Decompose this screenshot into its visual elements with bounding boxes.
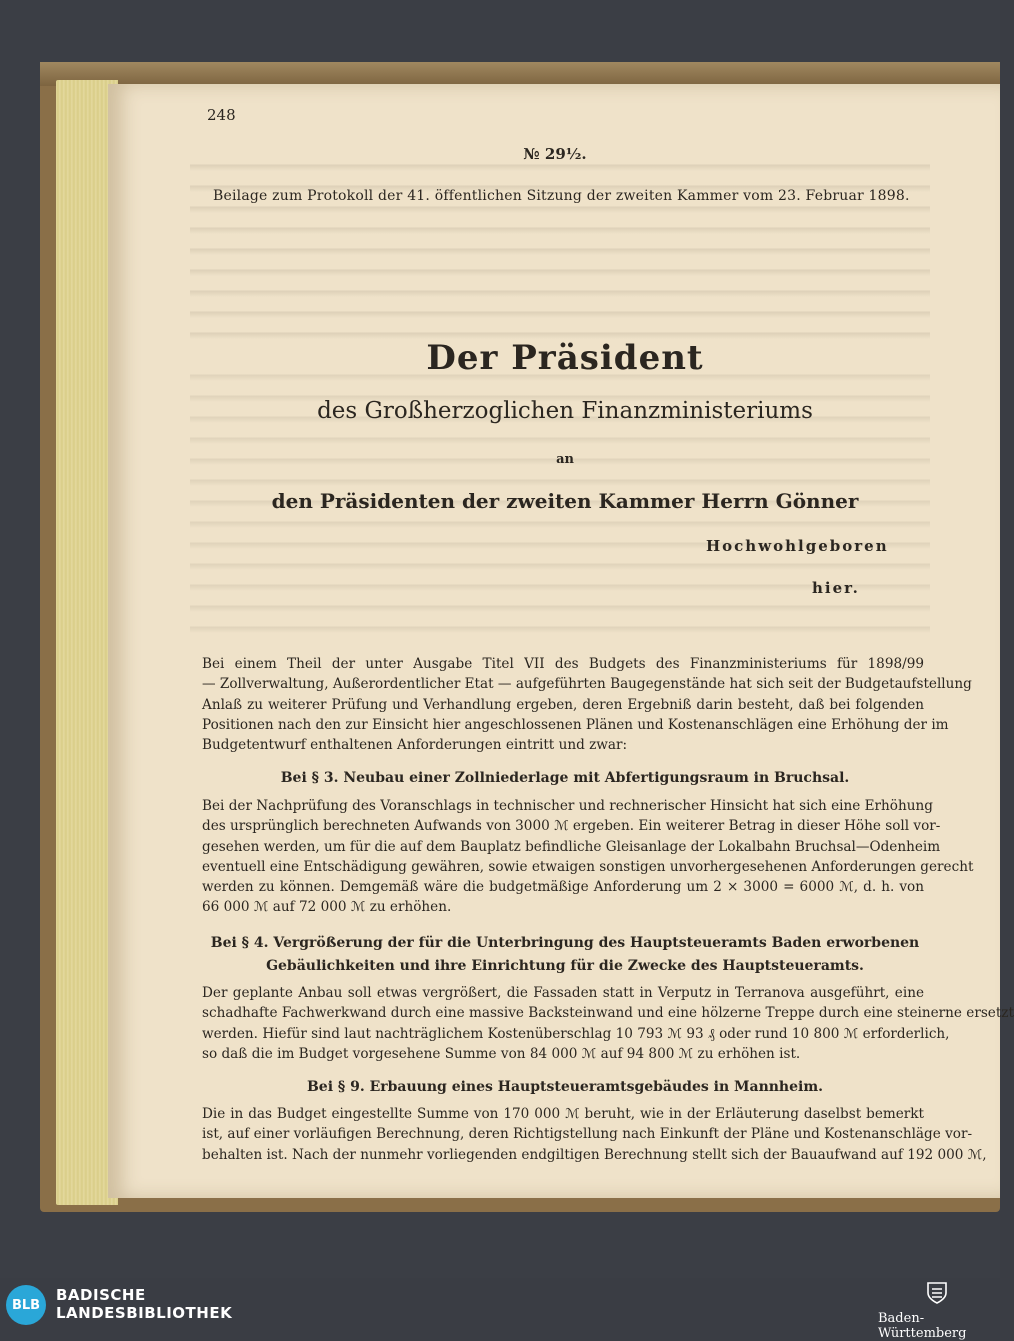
intro-line: Bei einem Theil der unter Ausgabe Titel VII des Budgets des Finanzministeriums für 1898/99 — [202, 656, 924, 672]
intro-line: Budgetentwurf enthaltenen Anforderungen eintritt und zwar: — [202, 737, 628, 754]
section-heading: Bei § 3. Neubau einer Zollniederlage mit Abfertigungsraum in Bruchsal. — [280, 770, 850, 786]
section-heading: Bei § 4. Vergrößerung der für die Unterbringung des Hauptsteueramts Baden erworbenen — [210, 935, 920, 951]
bleed-through-texture — [190, 150, 930, 350]
section-heading: Bei § 9. Erbauung eines Hauptsteueramtsgebäudes in Mannheim. — [306, 1079, 824, 1095]
section-line: Bei der Nachprüfung des Voranschlags in technischer und rechnerischer Hinsicht hat sich eine Erhöhung — [202, 798, 933, 814]
to-word: an — [556, 452, 574, 467]
document-number: № 29½. — [523, 145, 587, 163]
section-line: des ursprünglich berechneten Aufwands von 3000 ℳ ergeben. Ein weiterer Betrag in dieser Höhe soll vor- — [202, 818, 941, 835]
sender-ministry: des Großherzoglichen Finanzministeriums — [317, 398, 813, 424]
section-line: gesehen werden, um für die auf dem Bauplatz befindliche Gleisanlage der Lokalbahn Bruchsal—Odenheim — [202, 838, 941, 855]
section-line: behalten ist. Nach der nunmehr vorliegenden endgiltigen Berechnung stellt sich der Bauaufwand auf 192 000 ℳ, — [202, 1146, 987, 1163]
section-line: Der geplante Anbau soll etwas vergrößert, die Fassaden statt in Verputz in Terranova ausgeführt, eine — [202, 985, 924, 1001]
sender-title: Der Präsident — [426, 338, 704, 378]
intro-paragraph — [202, 654, 972, 755]
blb-logo[interactable]: BLB — [6, 1285, 46, 1325]
intro-line: Anlaß zu weiterer Prüfung und Verhandlung ergeben, deren Ergebniß darin besteht, daß bei folgenden — [202, 696, 924, 713]
supplement-line: Beilage zum Protokoll der 41. öffentlichen Sitzung der zweiten Kammer vom 23. Februar 1898. — [213, 188, 910, 204]
addressee: den Präsidenten der zweiten Kammer Herrn Gönner — [271, 489, 859, 513]
section-line: werden zu können. Demgemäß wäre die budgetmäßige Anforderung um 2 × 3000 = 6000 ℳ, d. h. von — [202, 879, 924, 896]
section-line: so daß die im Budget vorgesehene Summe von 84 000 ℳ auf 94 800 ℳ zu erhöhen ist. — [202, 1045, 801, 1062]
intro-line: — Zollverwaltung, Außerordentlicher Etat — aufgeführten Baugegenstände hat sich seit der Budgetaufstellung — [202, 676, 972, 693]
section-paragraph — [202, 796, 974, 918]
section-line: Die in das Budget eingestellte Summe von 170 000 ℳ beruht, wie in der Erläuterung daselbst bemerkt — [202, 1106, 924, 1122]
section-line: ist, auf einer vorläufigen Berechnung, deren Richtigstellung nach Einkunft der Pläne und Kostenanschläge vor- — [202, 1126, 973, 1143]
section-line: schadhafte Fachwerkwand durch eine massive Backsteinwand und eine hölzerne Treppe durch eine steinerne ersetzt — [202, 1005, 1014, 1022]
intro-line: Positionen nach den zur Einsicht hier angeschlossenen Plänen und Kostenanschlägen eine Erhöhung der im — [202, 716, 949, 733]
library-name-line1: BADISCHE — [56, 1286, 146, 1304]
honorific: Hochwohlgeboren — [706, 537, 889, 555]
region-label: Baden-Württemberg — [878, 1311, 967, 1341]
section-paragraph — [202, 983, 1014, 1064]
coat-of-arms-icon — [926, 1281, 948, 1305]
location: hier. — [812, 579, 860, 597]
section-line: eventuell eine Entschädigung gewähren, sowie etwaigen sonstigen unvorhergesehenen Anforderungen gerecht — [202, 858, 974, 875]
section-line: werden. Hiefür sind laut nachträglichem Kostenüberschlag 10 793 ℳ 93 ₰ oder rund 10 800 ℳ erforderlich, — [202, 1025, 950, 1042]
library-name-line2: LANDESBIBLIOTHEK — [56, 1304, 233, 1322]
section-line: 66 000 ℳ auf 72 000 ℳ zu erhöhen. — [202, 899, 452, 916]
page-number: 248 — [207, 106, 236, 124]
section-paragraph — [202, 1104, 987, 1165]
section-heading: Gebäulichkeiten und ihre Einrichtung für die Zwecke des Hauptsteueramts. — [266, 958, 864, 974]
book-cover-top-edge — [40, 62, 1000, 86]
